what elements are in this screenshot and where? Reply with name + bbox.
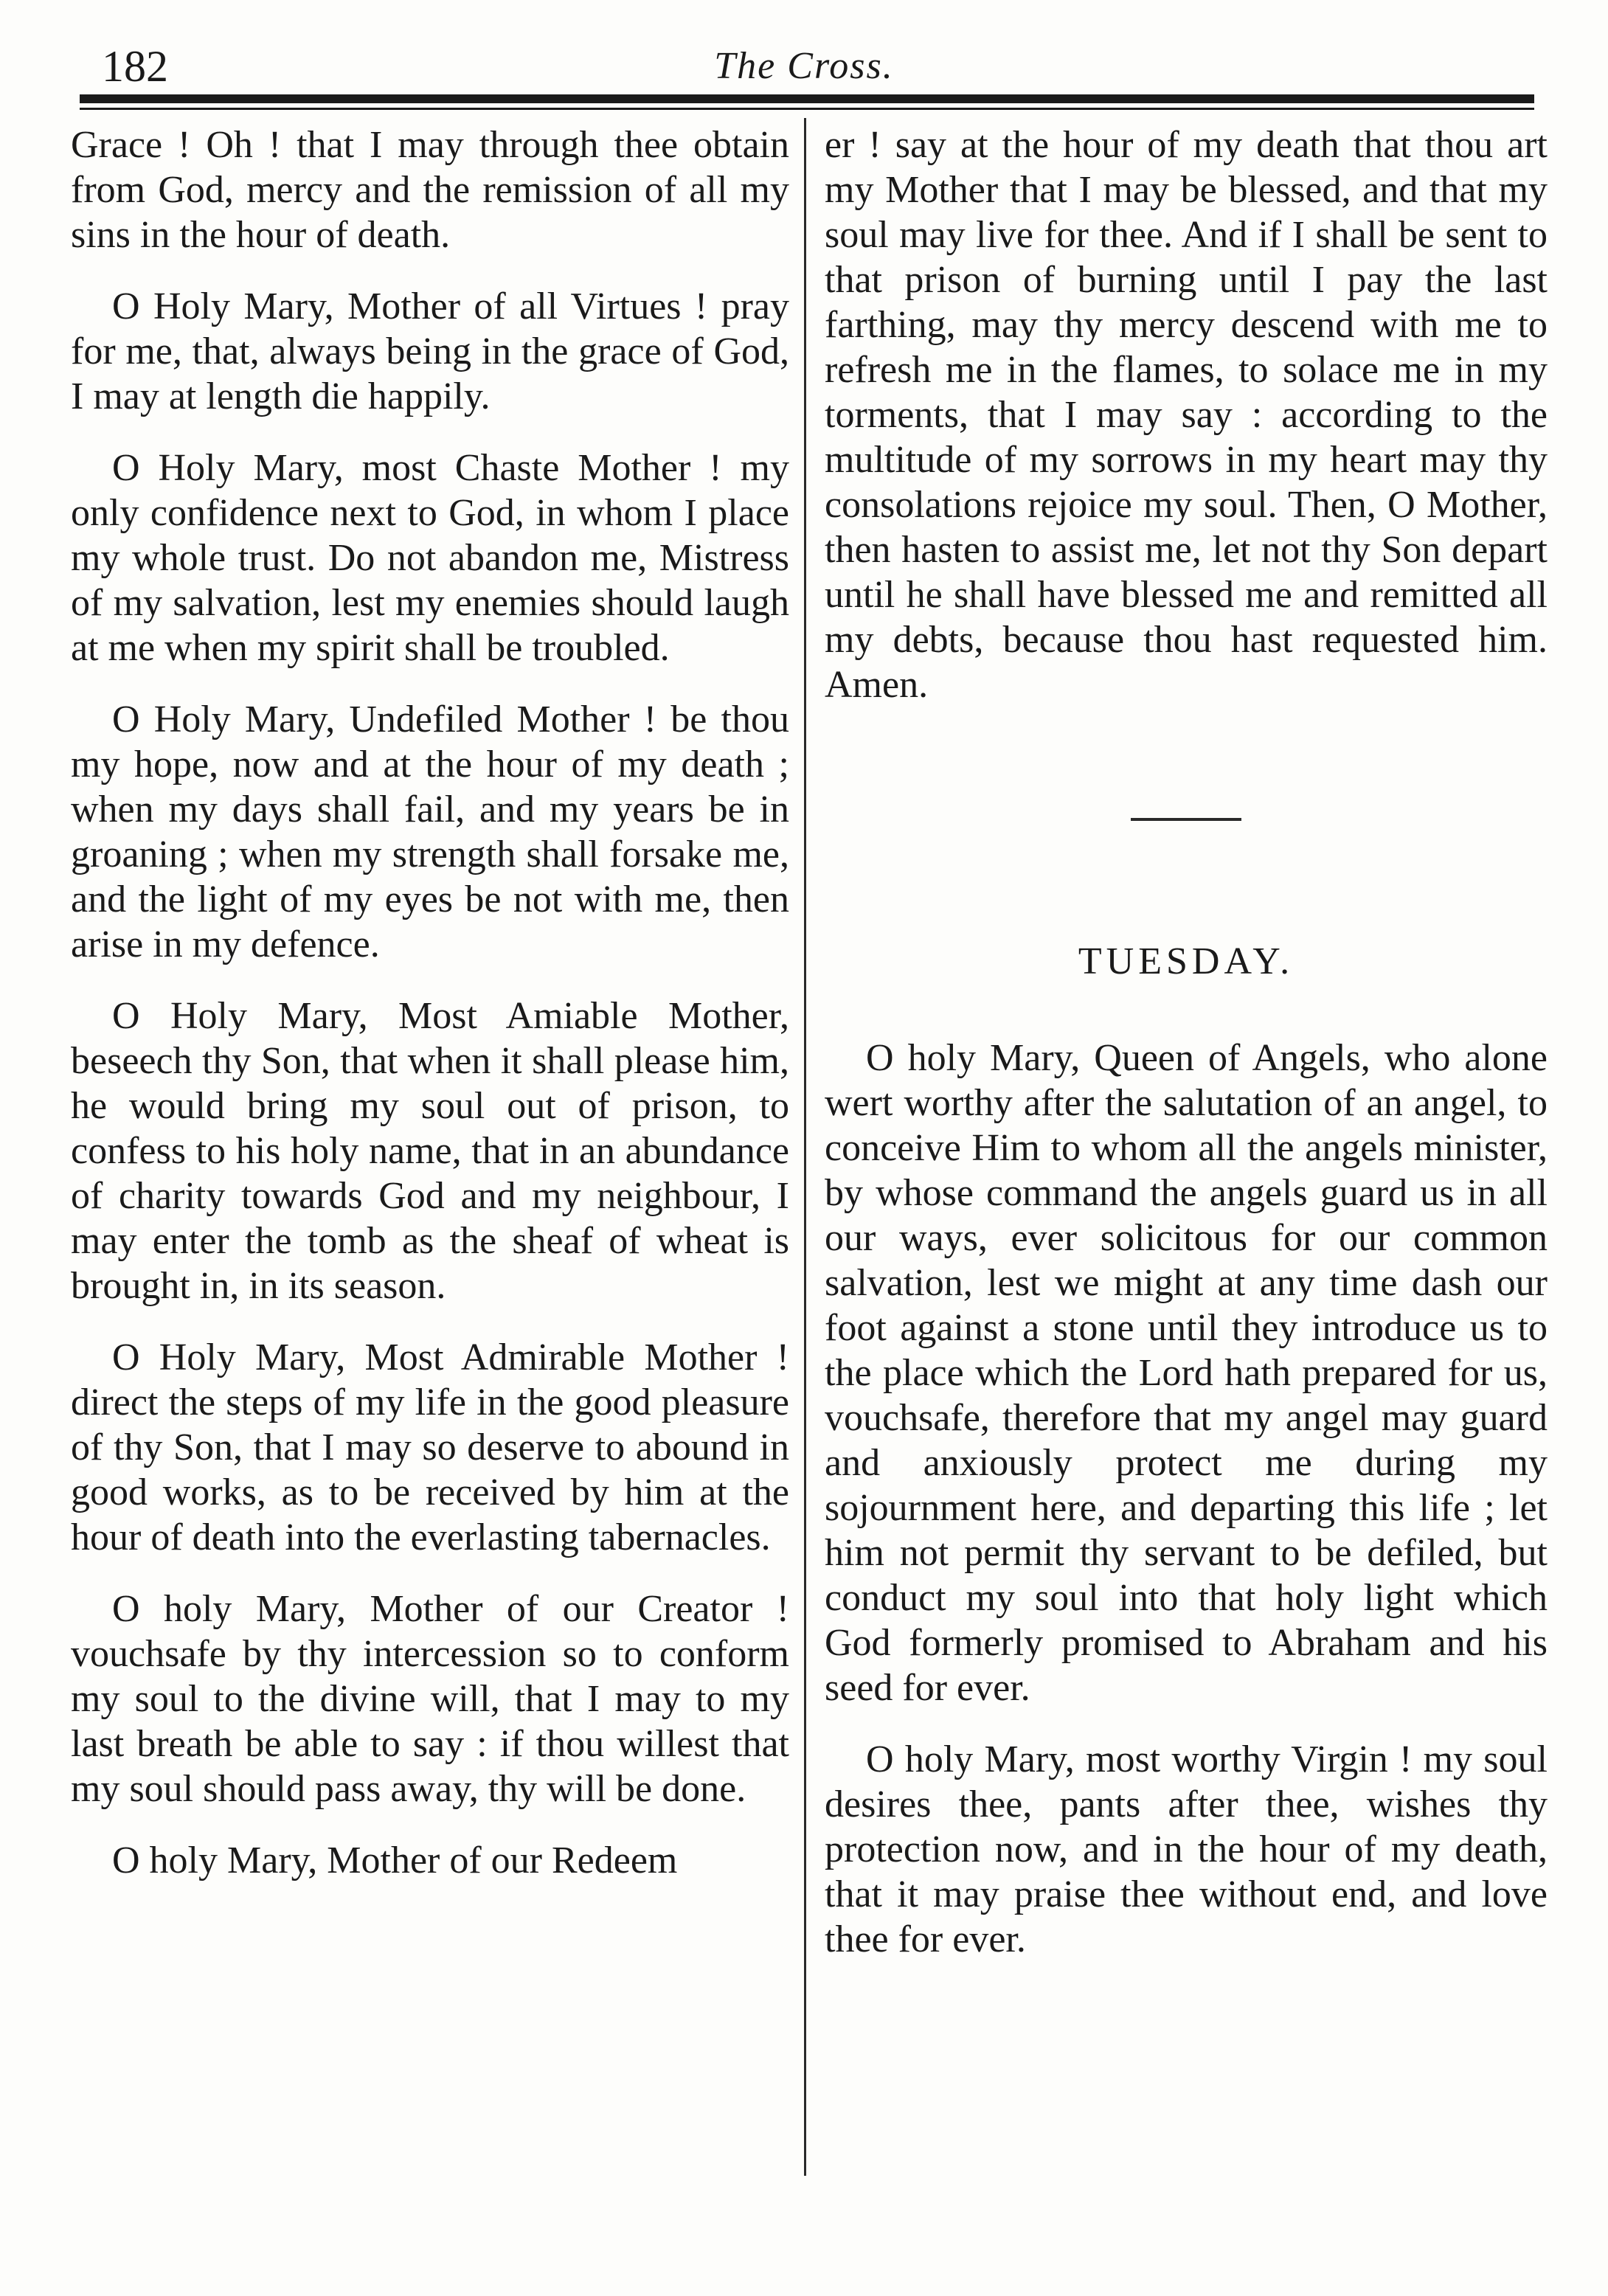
section-heading: TUESDAY. (1078, 940, 1295, 982)
paragraph-continuation: er ! say at the hour of my death that thou art my Mother that I may be blessed, and that my soul may live for thee. And if I shall be sent to that prison of burning until I pay the last farthing, may thy mercy descend with me to refresh me in the flames, to solace me in my torments, that I may say : according to the multitude of my sorrows in my heart may thy consolations rejoice my soul. Then, O Mother, then hasten to assist me, let not thy Son depart until he shall have blessed me and remitted all my debts, because thou hast requested him. Amen. (825, 124, 1548, 706)
paragraph: O holy Mary, Mother of our Redeem (112, 1839, 678, 1881)
left-column (71, 122, 789, 1910)
header-rule-thick (80, 94, 1534, 103)
paragraph: O Holy Mary, Undefiled Mother ! be thou my hope, now and at the hour of my death ; when my days shall fail, and my years be in groaning ; when my strength shall forsake me, and the light of my eyes be not with me, then arise in my defence. (71, 698, 789, 965)
column-divider (804, 118, 806, 2176)
section-separator-rule (1131, 818, 1241, 821)
paragraph: O holy Mary, most worthy Virgin ! my soul desires thee, pants after thee, wishes thy protection now, and in the hour of my death, that it may praise thee without end, and love thee for ever. (825, 1738, 1548, 1960)
paragraph: O holy Mary, Queen of Angels, who alone wert worthy after the salutation of an angel, to conceive Him to whom all the angels minister, by whose command the angels guard us in all our ways, ever solicitous for our common salvation, lest we might at any time dash our foot against a stone until they introduce us to the place which the Lord hath prepared for us, vouchsafe, therefore that my angel may guard and anxiously protect me during my sojournment here, and departing this life ; let him not permit thy servant to be defiled, but conduct my soul into that holy light which God formerly promised to Abraham and his seed for ever. (825, 1037, 1548, 1709)
page-number: 182 (102, 42, 168, 91)
paragraph: O Holy Mary, Most Amiable Mother, beseech thy Son, that when it shall please him, he would bring my soul out of prison, to confess to his holy name, that in an abundance of charity towards God and my neighbour, I may enter the tomb as the sheaf of wheat is brought in, in its season. (71, 995, 789, 1307)
paragraph: O Holy Mary, most Chaste Mother ! my only confidence next to God, in whom I place my whole trust. Do not abandon me, Mistress of my salvation, lest my enemies should laugh at me when my spirit shall be troubled. (71, 447, 789, 669)
running-head (0, 30, 1608, 103)
paragraph: O Holy Mary, Most Admirable Mother ! direct the steps of my life in the good pleasure of thy Son, that I may so deserve to abound in good works, as to be received by him at the hour of death into the everlasting tabernacles. (71, 1336, 789, 1558)
paragraph: Grace ! Oh ! that I may through thee obtain from God, mercy and the remission of all my sins in the hour of death. (71, 124, 789, 256)
header-rule-thin (80, 108, 1534, 110)
running-title: The Cross. (714, 45, 894, 87)
paragraph: O Holy Mary, Mother of all Virtues ! pray for me, that, always being in the grace of God, I may at length die happily. (71, 285, 789, 417)
paragraph: O holy Mary, Mother of our Creator ! vouchsafe by thy intercession so to conform my soul to the divine will, that I may to my last breath be able to say : if thou willest that my soul should pass away, thy will be done. (71, 1588, 789, 1810)
right-column (825, 122, 1548, 1988)
